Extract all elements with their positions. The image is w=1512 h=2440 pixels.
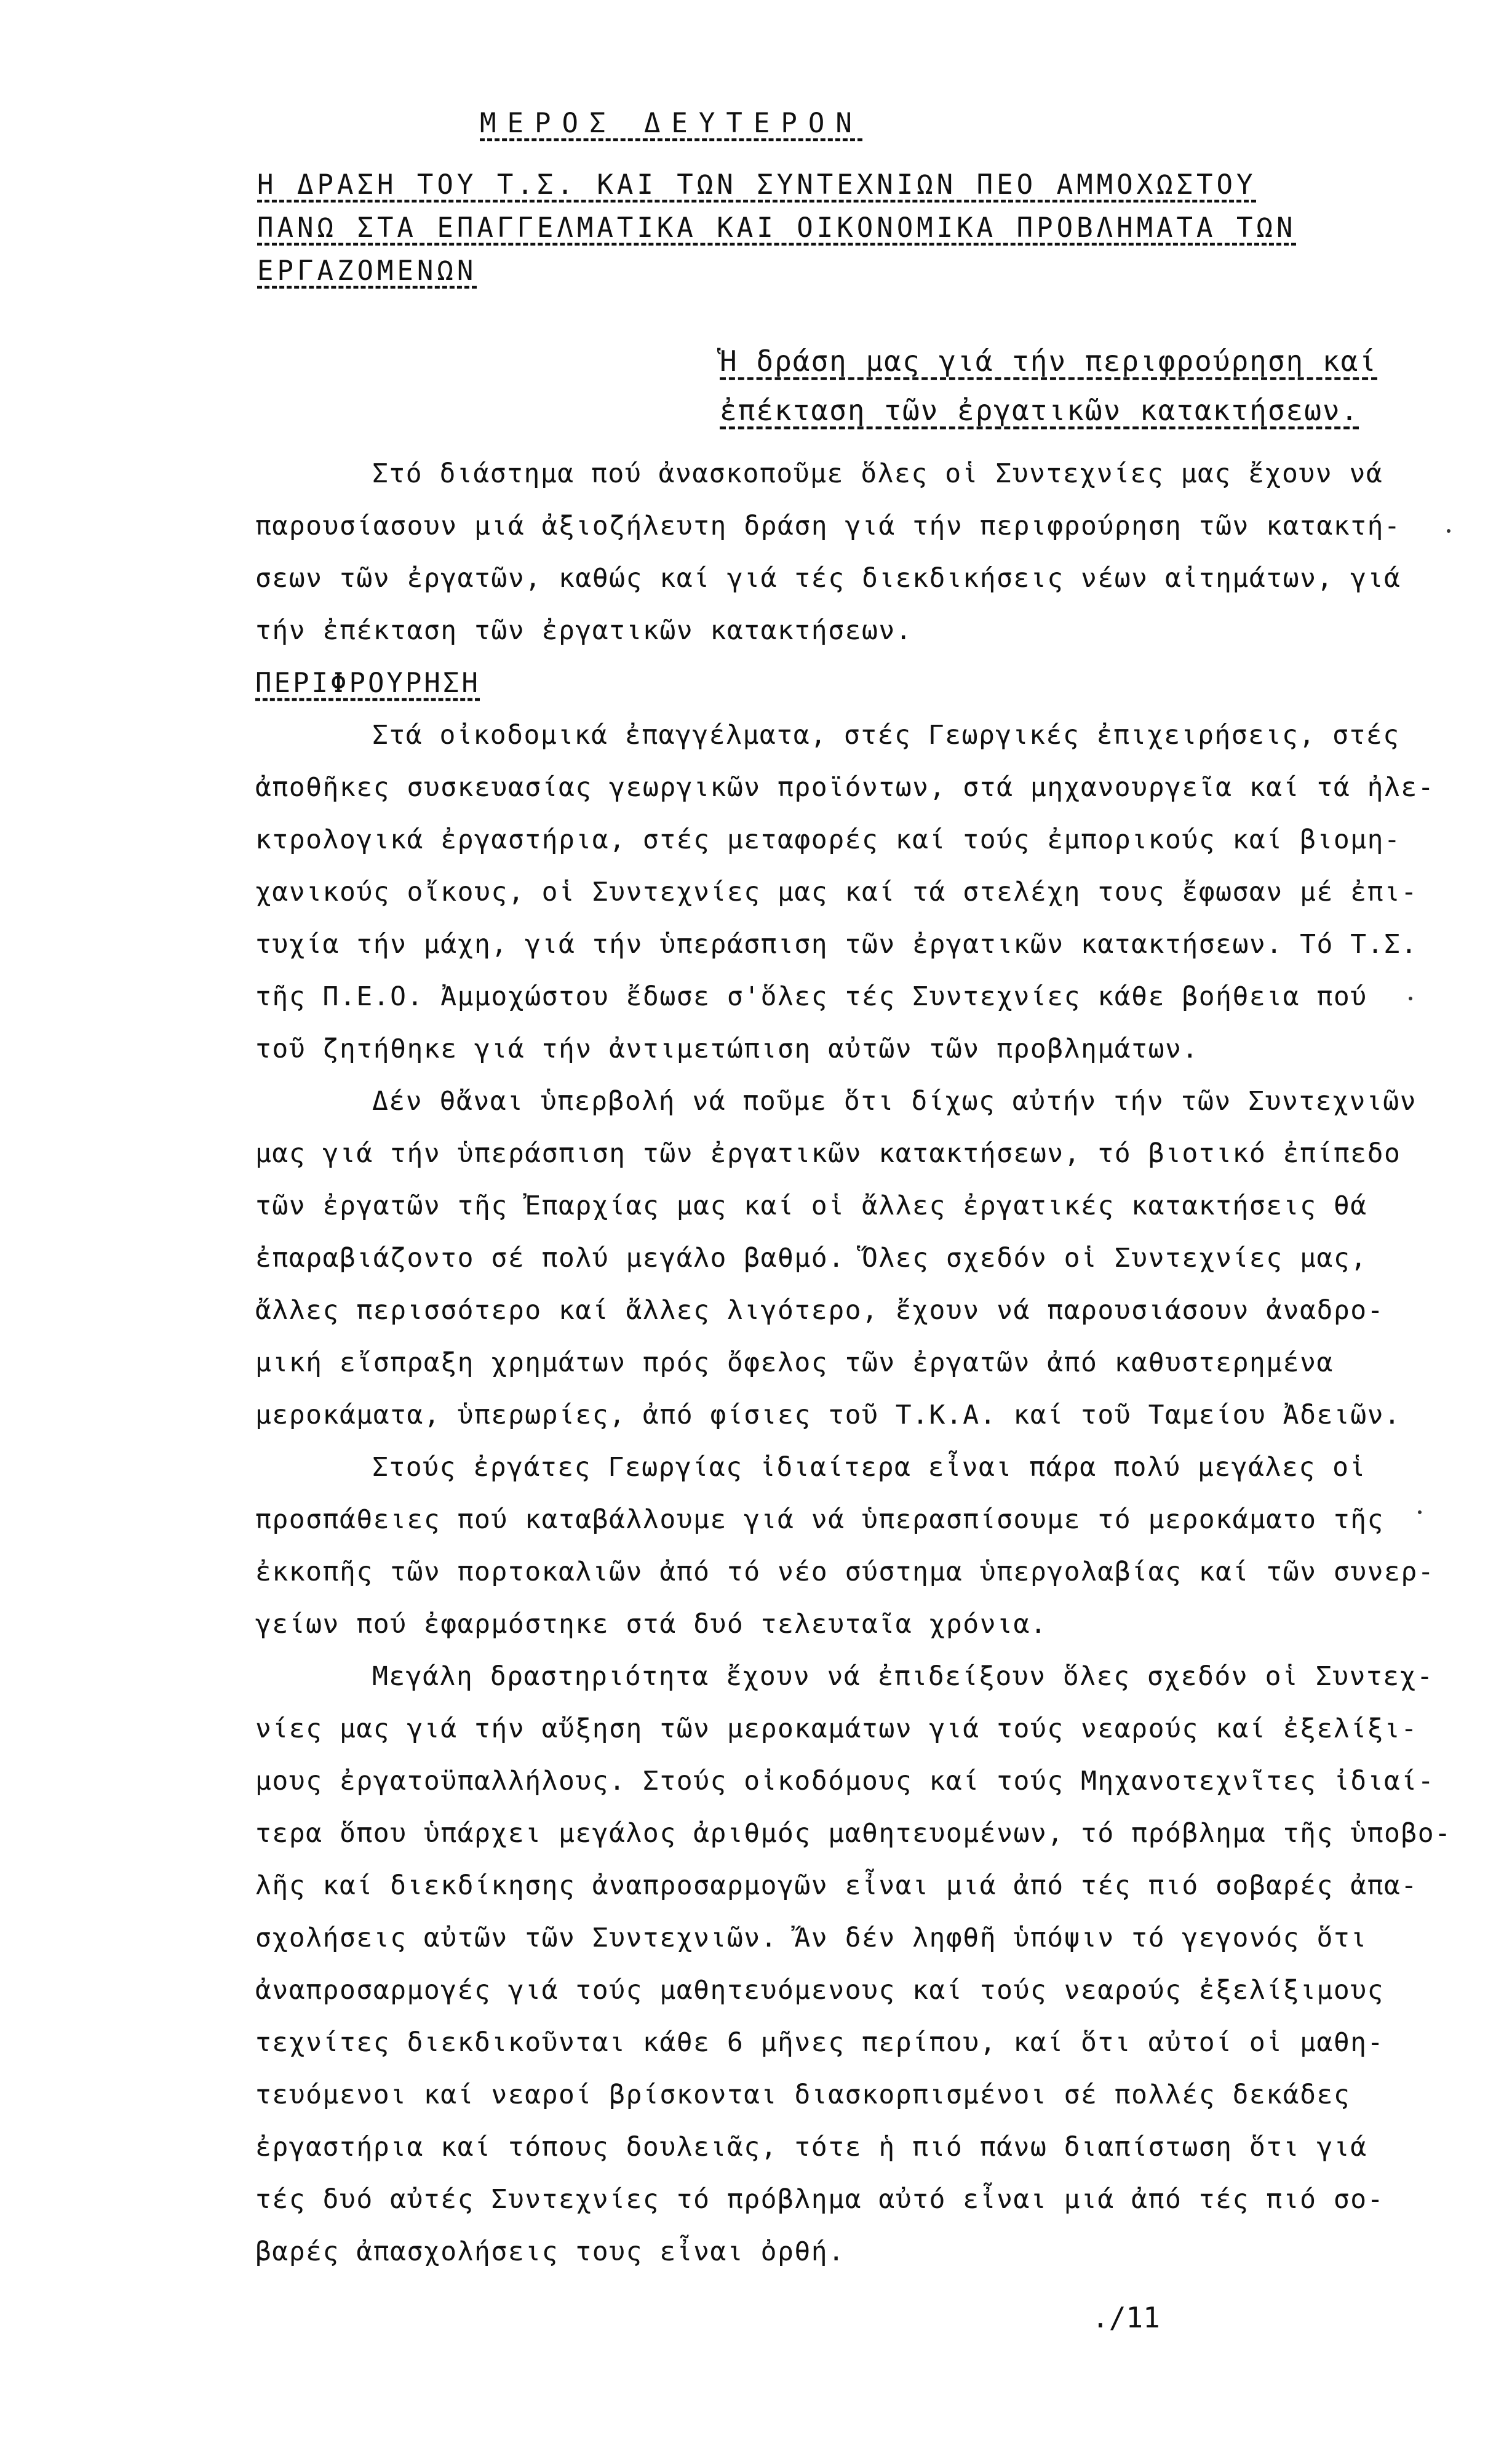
- page-number: ./11: [1092, 2301, 1160, 2334]
- title-line-3: ΕΡΓΑΖΟΜΕΝΩΝ: [257, 255, 477, 287]
- body-line: ἐργαστήρια καί τόπους δουλειᾶς, τότε ἡ πιό πάνω διαπίστωση ὅτι γιά: [255, 2132, 1367, 2163]
- body-line: ἐκκοπῆς τῶν πορτοκαλιῶν ἀπό τό νέο σύστημα ὑπεργολαβίας καί τῶν συνερ-: [255, 1557, 1435, 1587]
- subheading-line-1: Ἡ δράση μας γιά τήν περιφρούρηση καί: [720, 345, 1377, 378]
- intro-line: παρουσίασουν μιά ἀξιοζήλευτη δράση γιά τήν περιφρούρηση τῶν κατακτή-: [255, 511, 1401, 541]
- body-line: τυχία τήν μάχη, γιά τήν ὑπεράσπιση τῶν ἐργατικῶν κατακτήσεων. Τό Τ.Σ.: [255, 929, 1418, 960]
- section-label: ΠΕΡΙΦΡΟΥΡΗΣΗ: [255, 668, 480, 699]
- body-line: μεροκάματα, ὑπερωρίες, ἀπό φίσιες τοῦ Τ.Κ.Α. καί τοῦ Ταμείου Ἀδειῶν.: [255, 1400, 1401, 1430]
- intro-line: σεων τῶν ἐργατῶν, καθώς καί γιά τές διεκδικήσεις νέων αἰτημάτων, γιά: [255, 563, 1401, 594]
- title-line-1: Η ΔΡΑΣΗ ΤΟΥ Τ.Σ. ΚΑΙ ΤΩΝ ΣΥΝΤΕΧΝΙΩΝ ΠΕΟ ΑΜΜΟΧΩΣΤΟΥ: [257, 169, 1257, 201]
- scan-speck: [1409, 997, 1412, 1000]
- body-line: ἀναπροσαρμογές γιά τούς μαθητευόμενους καί τούς νεαρούς ἐξελίξιμους: [255, 1975, 1385, 2006]
- scan-speck: [1418, 1510, 1422, 1514]
- body-line: ἄλλες περισσότερο καί ἄλλες λιγότερο, ἔχουν νά παρουσιάσουν ἀναδρο-: [255, 1295, 1385, 1326]
- intro-line: Στό διάστημα πού ἀνασκοποῦμε ὅλες οἱ Συντεχνίες μας ἔχουν νά: [372, 458, 1383, 489]
- body-line: ἐπαραβιάζοντο σέ πολύ μεγάλο βαθμό. Ὅλες σχεδόν οἱ Συντεχνίες μας,: [255, 1243, 1367, 1274]
- body-line: μους ἐργατοϋπαλλήλους. Στούς οἰκοδόμους καί τούς Μηχανοτεχνῖτες ἰδιαί-: [255, 1766, 1435, 1796]
- body-line: Δέν θἄναι ὑπερβολή νά ποῦμε ὅτι δίχως αὐτήν τήν τῶν Συντεχνιῶν: [372, 1086, 1417, 1117]
- body-line: τοῦ ζητήθηκε γιά τήν ἀντιμετώπιση αὐτῶν τῶν προβλημάτων.: [255, 1034, 1199, 1064]
- body-line: βαρές ἀπασχολήσεις τους εἶναι ὀρθή.: [255, 2236, 845, 2267]
- body-line: προσπάθειες πού καταβάλλουμε γιά νά ὑπερασπίσουμε τό μεροκάματο τῆς: [255, 1504, 1385, 1535]
- body-line: γείων πού ἐφαρμόστηκε στά δυό τελευταῖα χρόνια.: [255, 1609, 1048, 1640]
- body-line: ἀποθῆκες συσκευασίας γεωργικῶν προϊόντων, στά μηχανουργεῖα καί τά ἠλε-: [255, 772, 1435, 803]
- body-line: τές δυό αὐτές Συντεχνίες τό πρόβλημα αὐτό εἶναι μιά ἀπό τές πιό σο-: [255, 2184, 1385, 2215]
- scan-speck: [1447, 529, 1450, 533]
- part-heading: ΜΕΡΟΣ ΔΕΥΤΕΡΟΝ: [480, 108, 863, 139]
- body-line: Στούς ἐργάτες Γεωργίας ἰδιαίτερα εἶναι πάρα πολύ μεγάλες οἱ: [372, 1452, 1366, 1483]
- body-line: νίες μας γιά τήν αὔξηση τῶν μεροκαμάτων γιά τούς νεαρούς καί ἐξελίξι-: [255, 1713, 1418, 1744]
- subheading-line-2: ἐπέκταση τῶν ἐργατικῶν κατακτήσεων.: [720, 394, 1359, 427]
- body-line: τῶν ἐργατῶν τῆς Ἐπαρχίας μας καί οἱ ἄλλες ἐργατικές κατακτήσεις θά: [255, 1190, 1367, 1221]
- body-line: Στά οἰκοδομικά ἐπαγγέλματα, στές Γεωργικές ἐπιχειρήσεις, στές: [372, 720, 1400, 751]
- body-line: λῆς καί διεκδίκησης ἀναπροσαρμογῶν εἶναι μιά ἀπό τές πιό σοβαρές ἀπα-: [255, 1870, 1418, 1901]
- body-line: τεχνίτες διεκδικοῦνται κάθε 6 μῆνες περίπου, καί ὅτι αὐτοί οἱ μαθη-: [255, 2027, 1385, 2058]
- body-line: σχολήσεις αὐτῶν τῶν Συντεχνιῶν. Ἄν δέν ληφθῆ ὑπόψιν τό γεγονός ὅτι: [255, 1923, 1367, 1953]
- body-line: τερα ὅπου ὑπάρχει μεγάλος ἀριθμός μαθητευομένων, τό πρόβλημα τῆς ὑποβο-: [255, 1818, 1452, 1849]
- intro-line: τήν ἐπέκταση τῶν ἐργατικῶν κατακτήσεων.: [255, 615, 913, 646]
- body-line: μική εἴσπραξη χρημάτων πρός ὄφελος τῶν ἐργατῶν ἀπό καθυστερημένα: [255, 1347, 1334, 1378]
- body-line: Μεγάλη δραστηριότητα ἔχουν νά ἐπιδείξουν ὅλες σχεδόν οἱ Συντεχ-: [372, 1661, 1434, 1692]
- body-line: χανικούς οἴκους, οἱ Συντεχνίες μας καί τά στελέχη τους ἔφωσαν μέ ἐπι-: [255, 877, 1418, 907]
- body-line: κτρολογικά ἐργαστήρια, στές μεταφορές καί τούς ἐμπορικούς καί βιομη-: [255, 824, 1401, 855]
- body-line: τῆς Π.Ε.Ο. Ἀμμοχώστου ἔδωσε σ'ὅλες τές Συντεχνίες κάθε βοήθεια πού: [255, 981, 1367, 1012]
- title-line-2: ΠΑΝΩ ΣΤΑ ΕΠΑΓΓΕΛΜΑΤΙΚΑ ΚΑΙ ΟΙΚΟΝΟΜΙΚΑ ΠΡΟΒΛΗΜΑΤΑ ΤΩΝ: [257, 212, 1297, 244]
- body-line: μας γιά τήν ὑπεράσπιση τῶν ἐργατικῶν κατακτήσεων, τό βιοτικό ἐπίπεδο: [255, 1138, 1401, 1169]
- body-line: τευόμενοι καί νεαροί βρίσκονται διασκορπισμένοι σέ πολλές δεκάδες: [255, 2079, 1351, 2110]
